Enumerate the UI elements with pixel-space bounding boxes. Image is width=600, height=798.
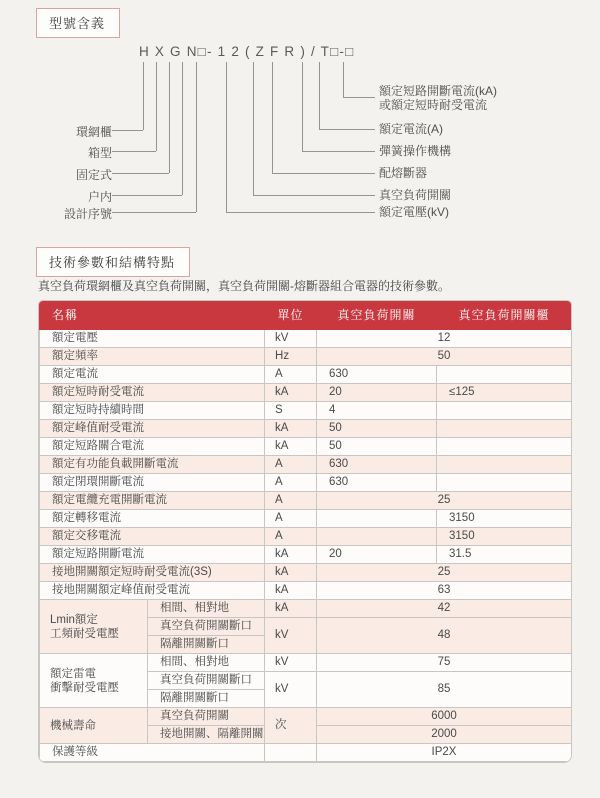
connector-line [319,62,320,129]
param-value-switch [317,510,437,528]
param-value: IP2X [317,744,572,762]
param-value: 50 [317,348,572,366]
param-name: 額定短路開斷電流 [40,546,265,564]
table-row [40,528,572,546]
param-unit: kV [265,654,317,672]
connector-line [302,62,303,151]
param-unit: A [265,492,317,510]
param-unit: Hz [265,348,317,366]
param-value: 42 [317,600,572,618]
param-unit: kV [265,330,317,348]
param-name: 額定頻率 [40,348,265,366]
diagram-label-indoor: 户内 [87,190,112,204]
table-row [40,420,572,438]
param-name: 額定電纜充電開斷電流 [40,492,265,510]
connector-line [272,173,375,174]
param-name: 額定交移電流 [40,528,265,546]
param-name: 保護等級 [40,744,265,762]
diagram-label-fixed-type: 固定式 [75,168,112,182]
param-name: 額定短時耐受電流 [40,384,265,402]
table-description: 真空負荷環網櫃及真空負荷開關，真空負荷開關-熔斷器組合電器的技術參數。 [38,279,450,293]
param-value: 25 [317,564,572,582]
connector-line [169,62,170,173]
connector-line [343,97,375,98]
diagram-label-breaking-current [379,84,497,112]
param-unit: A [265,510,317,528]
group-label: Lmin額定 工頻耐受電壓 [40,600,148,654]
param-value: 6000 [317,708,572,726]
group-sub-label: 接地開關、隔離開關 [148,726,265,744]
connector-line [343,62,344,97]
connector-line [272,62,273,173]
param-unit: A [265,366,317,384]
param-value-switch: 50 [317,438,437,456]
table-row [40,474,572,492]
param-value-cabinet [437,456,572,474]
param-value-switch [317,528,437,546]
param-name: 額定峰值耐受電流 [40,420,265,438]
group-sub-label: 真空負荷開關斷口 [148,672,265,690]
param-value: 25 [317,492,572,510]
param-name: 接地開關額定短時耐受電流(3S) [40,564,265,582]
param-unit: kV [265,618,317,654]
connector-line [112,212,196,213]
param-value-cabinet: 31.5 [437,546,572,564]
param-value-cabinet [437,366,572,384]
connector-line [112,195,182,196]
param-value-switch: 50 [317,420,437,438]
param-name: 額定閉環開斷電流 [40,474,265,492]
parameters-table [38,300,572,763]
connector-line [112,151,156,152]
param-name: 額定短路關合電流 [40,438,265,456]
param-name: 額定有功能負載開斷電流 [40,456,265,474]
connector-line [253,62,254,195]
table-row [40,744,572,762]
diagram-label-breaking-current-line2: 或額定短時耐受電流 [379,98,488,112]
diagram-label-vacuum-load-switch: 真空負荷開關 [379,188,452,202]
header-name: 名稱 [40,302,265,330]
param-value-cabinet: 3150 [437,528,572,546]
param-value-switch: 4 [317,402,437,420]
param-name: 額定短時持續時間 [40,402,265,420]
connector-line [319,129,375,130]
group-sub-label: 真空負荷開關 [148,708,265,726]
table-row [40,348,572,366]
diagram-label-rated-voltage: 額定電壓(kV) [379,205,449,219]
table-row [40,654,572,672]
param-value: 75 [317,654,572,672]
diagram-label-box-type: 箱型 [87,146,112,160]
param-unit: kV [265,672,317,708]
table-row [40,456,572,474]
header-unit: 單位 [265,302,317,330]
param-value: 63 [317,582,572,600]
connector-line [112,173,169,174]
diagram-label-breaking-current-line1: 額定短路開斷電流(kA) [379,84,497,98]
table-row [40,564,572,582]
header-vacuum-load-switch-cabinet: 真空負荷開關櫃 [437,302,572,330]
model-designation-diagram [0,0,600,240]
connector-line [156,62,157,151]
param-unit [265,744,317,762]
connector-line [226,212,375,213]
param-unit: kA [265,564,317,582]
param-value-cabinet [437,420,572,438]
param-unit: A [265,474,317,492]
param-value: 85 [317,672,572,708]
group-label: 機械壽命 [40,708,148,744]
param-value: 2000 [317,726,572,744]
param-unit: 次 [265,708,317,744]
param-name: 額定電流 [40,366,265,384]
param-value: 12 [317,330,572,348]
connector-line [182,62,183,195]
param-unit: kA [265,600,317,618]
table-row [40,708,572,726]
connector-line [253,195,375,196]
diagram-label-ring-main-unit: 環網櫃 [75,125,112,139]
param-value-cabinet [437,438,572,456]
group-sub-label: 隔離開關斷口 [148,690,265,708]
param-value-cabinet [437,474,572,492]
param-unit: kA [265,546,317,564]
param-value: 48 [317,618,572,654]
param-name: 額定電壓 [40,330,265,348]
table-row [40,492,572,510]
param-value-cabinet [437,402,572,420]
diagram-label-spring-mechanism: 彈簧操作機構 [379,144,452,158]
param-value-cabinet: 3150 [437,510,572,528]
param-unit: kA [265,582,317,600]
param-value-cabinet: ≤125 [437,384,572,402]
section-title-technical-parameters: 技術參數和結構特點 [36,247,190,277]
table-row [40,366,572,384]
table-row [40,582,572,600]
connector-line [302,151,375,152]
param-value-switch: 630 [317,474,437,492]
table-row [40,438,572,456]
param-name: 接地開關額定峰值耐受電流 [40,582,265,600]
group-label: 額定雷電 衝擊耐受電壓 [40,654,148,708]
connector-line [112,130,143,131]
diagram-label-design-serial: 設計序號 [63,207,112,221]
diagram-label-rated-current: 額定電流(A) [379,122,443,136]
param-unit: kA [265,438,317,456]
param-value-switch: 20 [317,546,437,564]
diagram-label-with-fuse: 配熔斷器 [379,166,428,180]
param-value-switch: 20 [317,384,437,402]
table-row [40,546,572,564]
connector-line [226,62,227,212]
table-header-row [40,302,572,330]
param-unit: kA [265,384,317,402]
param-name: 額定轉移電流 [40,510,265,528]
model-string: H X G N□- 1 2 ( Z F R ) / T□-□ [139,44,355,59]
connector-line [143,62,144,130]
table-row [40,510,572,528]
param-value-switch: 630 [317,366,437,384]
param-unit: A [265,456,317,474]
group-sub-label: 相間、相對地 [148,654,265,672]
header-vacuum-load-switch: 真空負荷開關 [317,302,437,330]
table-row [40,402,572,420]
param-unit: A [265,528,317,546]
group-sub-label: 相間、相對地 [148,600,265,618]
table-row [40,600,572,618]
table-row [40,384,572,402]
param-value-switch: 630 [317,456,437,474]
param-unit: kA [265,420,317,438]
section-title-model-meaning: 型號含義 [36,8,120,38]
table-row [40,330,572,348]
group-sub-label: 隔離開關斷口 [148,636,265,654]
group-sub-label: 真空負荷開關斷口 [148,618,265,636]
connector-line [196,62,197,212]
param-unit: S [265,402,317,420]
